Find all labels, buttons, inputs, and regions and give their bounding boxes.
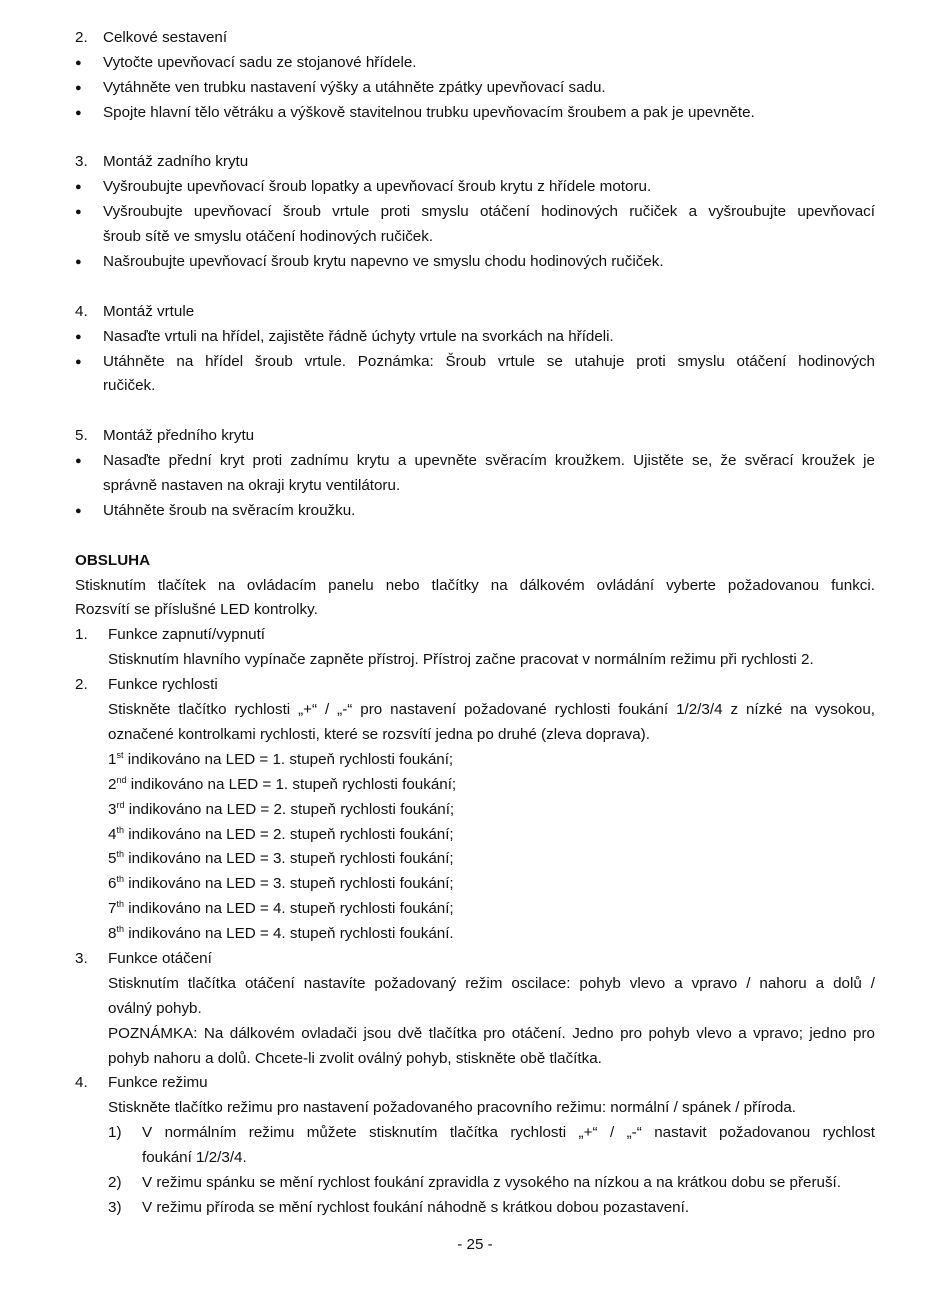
document-page: [75, 26, 875, 1221]
bullet-item: ● Vyšroubujte upevňovací šroub lopatky a upevňovací šroub krytu z hřídele motoru.: [75, 175, 875, 200]
function-text: Stiskněte tlačítko režimu pro nastavení požadovaného pracovního režimu: normální / spánek / příroda.: [108, 1099, 797, 1117]
spacer: [75, 524, 875, 549]
spacer: [75, 399, 875, 424]
function-number: 3.: [75, 949, 88, 967]
bullet-item: ● Našroubujte upevňovací šroub krytu napevno ve smyslu chodu hodinových ručiček.: [75, 250, 875, 275]
section-number: 3.: [75, 153, 88, 171]
led-indicator-line: [75, 897, 875, 922]
led-number: 8: [108, 925, 117, 943]
section-number: 4.: [75, 302, 88, 320]
led-number: 7: [108, 900, 117, 918]
led-ordinal-suffix: th: [116, 924, 124, 935]
bullet-continuation: šroub sítě ve smyslu otáčení hodinových ručiček.: [103, 228, 434, 246]
led-description: indikováno na LED = 2. stupeň rychlosti foukání;: [124, 800, 455, 818]
led-number: 3: [108, 800, 117, 818]
led-ordinal-suffix: th: [116, 849, 124, 860]
bullet-icon: ●: [75, 455, 82, 468]
bullet-icon: ●: [75, 56, 82, 69]
led-ordinal-suffix: nd: [116, 774, 127, 785]
mode-item-continuation: foukání 1/2/3/4.: [142, 1149, 247, 1167]
bullet-icon: ●: [75, 206, 82, 219]
led-number: 5: [108, 850, 117, 868]
bullet-item: ● Utáhněte na hřídel šroub vrtule. Poznámka: Šroub vrtule se utahuje proti smyslu otáčení hodinových: [75, 350, 875, 375]
led-indicator-line: [75, 748, 875, 773]
led-description: indikováno na LED = 4. stupeň rychlosti foukání.: [123, 925, 454, 943]
led-ordinal-suffix: rd: [116, 799, 125, 810]
function-note: POZNÁMKA: Na dálkovém ovladači jsou dvě tlačítka pro otáčení. Jedno pro pohyb vlevo a vpravo; jedno pro: [108, 1024, 875, 1042]
section-heading: [75, 424, 875, 449]
led-number: 4: [108, 825, 117, 843]
function-text: Stiskněte tlačítko rychlosti „+“ / „-“ pro nastavení požadované rychlosti foukání 1/2/3/4 z nízké na vysokou,: [108, 701, 875, 719]
bullet-icon: ●: [75, 256, 82, 269]
mode-item: 2) V režimu spánku se mění rychlost foukání zpravidla z vysokého na nízkou a na krátkou dobu se přeruší.: [75, 1171, 875, 1196]
bullet-item: ● Vytáhněte ven trubku nastavení výšky a utáhněte zpátky upevňovací sadu.: [75, 76, 875, 101]
spacer: [75, 126, 875, 151]
mode-number: 3): [108, 1198, 122, 1216]
function-text: označené kontrolkami rychlosti, které se rozsvítí jedna po druhé (zleva doprava).: [108, 725, 650, 743]
function-text: oválný pohyb.: [108, 999, 202, 1017]
bullet-continuation: ručiček.: [103, 377, 156, 395]
section-title: Celkové sestavení: [103, 29, 228, 46]
led-description: indikováno na LED = 1. stupeň rychlosti foukání;: [126, 775, 457, 793]
function-number: 1.: [75, 626, 88, 644]
section-title: Montáž vrtule: [103, 302, 195, 320]
bullet-item: ● Nasaďte vrtuli na hřídel, zajistěte řádně úchyty vrtule na svorkách na hřídeli.: [75, 325, 875, 350]
operation-intro: Stisknutím tlačítek na ovládacím panelu nebo tlačítky na dálkovém ovládání vyberte požadovanou funkci.: [75, 576, 875, 594]
section-heading: [75, 26, 875, 51]
operation-heading: OBSLUHA: [75, 551, 151, 569]
bullet-icon: ●: [75, 330, 82, 343]
function-note: pohyb nahoru a dolů. Chcete-li zvolit oválný pohyb, stiskněte obě tlačítka.: [108, 1049, 602, 1067]
function-title: Funkce otáčení: [108, 949, 212, 967]
section-number: 5.: [75, 427, 88, 445]
function-title: Funkce zapnutí/vypnutí: [108, 626, 266, 644]
function-title: Funkce rychlosti: [108, 676, 218, 694]
bullet-icon: ●: [75, 355, 82, 368]
led-indicator-line: [75, 847, 875, 872]
led-ordinal-suffix: th: [116, 899, 124, 910]
led-number: 2: [108, 775, 117, 793]
bullet-icon: ●: [75, 504, 82, 517]
led-number: 6: [108, 875, 117, 893]
bullet-item: ● Spojte hlavní tělo větráku a výškově stavitelnou trubku upevňovacím šroubem a pak je upevněte.: [75, 101, 875, 126]
led-description: indikováno na LED = 4. stupeň rychlosti foukání;: [123, 900, 454, 918]
led-indicator-line: [75, 872, 875, 897]
led-indicator-line: [75, 922, 875, 947]
mode-number: 2): [108, 1173, 122, 1191]
page-number: - 25 -: [457, 1236, 493, 1253]
spacer: [75, 275, 875, 300]
operation-intro-continuation: Rozsvítí se příslušné LED kontrolky.: [75, 601, 318, 619]
led-indicator-list: [75, 748, 875, 947]
function-number: 4.: [75, 1074, 88, 1092]
function-heading: [75, 1071, 875, 1096]
led-ordinal-suffix: th: [116, 874, 124, 885]
bullet-item: ● Vytočte upevňovací sadu ze stojanové hřídele.: [75, 51, 875, 76]
function-title: Funkce režimu: [108, 1074, 208, 1092]
led-ordinal-suffix: th: [116, 824, 124, 835]
function-text: Stisknutím hlavního vypínače zapněte přístroj. Přístroj začne pracovat v normálním režimu při rychlosti 2.: [108, 651, 814, 669]
bullet-item: ● Vyšroubujte upevňovací šroub vrtule proti smyslu otáčení hodinových ručiček a vyšroubujte upevňovací: [75, 200, 875, 225]
section-title: Montáž zadního krytu: [103, 153, 249, 171]
section-title: Montáž předního krytu: [103, 427, 255, 445]
led-description: indikováno na LED = 2. stupeň rychlosti foukání;: [123, 825, 454, 843]
bullet-icon: ●: [75, 81, 82, 94]
led-number: 1: [108, 750, 117, 768]
section-number: 2.: [75, 29, 88, 46]
function-text: Stisknutím tlačítka otáčení nastavíte požadovaný režim oscilace: pohyb vlevo a vpravo / nahoru a dolů /: [108, 974, 875, 992]
led-ordinal-suffix: st: [116, 749, 124, 760]
function-heading: [75, 673, 875, 698]
led-indicator-line: [75, 823, 875, 848]
led-description: indikováno na LED = 3. stupeň rychlosti foukání;: [123, 850, 454, 868]
bullet-icon: ●: [75, 181, 82, 194]
section-heading: [75, 150, 875, 175]
mode-number: 1): [108, 1124, 122, 1142]
led-description: indikováno na LED = 3. stupeň rychlosti foukání;: [123, 875, 454, 893]
function-number: 2.: [75, 676, 88, 694]
section-heading: [75, 300, 875, 325]
bullet-item: ● Utáhněte šroub na svěracím kroužku.: [75, 499, 875, 524]
bullet-continuation: správně nastaven na okraji krytu ventilátoru.: [103, 477, 401, 495]
led-indicator-line: [75, 798, 875, 823]
bullet-item: ● Nasaďte přední kryt proti zadnímu krytu a upevněte svěracím kroužkem. Ujistěte se, že svěrací kroužek je: [75, 449, 875, 474]
function-heading: [75, 947, 875, 972]
led-description: indikováno na LED = 1. stupeň rychlosti foukání;: [123, 750, 454, 768]
mode-item: 3) V režimu příroda se mění rychlost foukání náhodně s krátkou dobou pozastavení.: [75, 1196, 875, 1221]
bullet-icon: ●: [75, 106, 82, 119]
led-indicator-line: [75, 773, 875, 798]
mode-item: 1) V normálním režimu můžete stisknutím tlačítka rychlosti „+“ / „-“ nastavit požadovanou rychlost: [75, 1121, 875, 1146]
function-heading: [75, 623, 875, 648]
